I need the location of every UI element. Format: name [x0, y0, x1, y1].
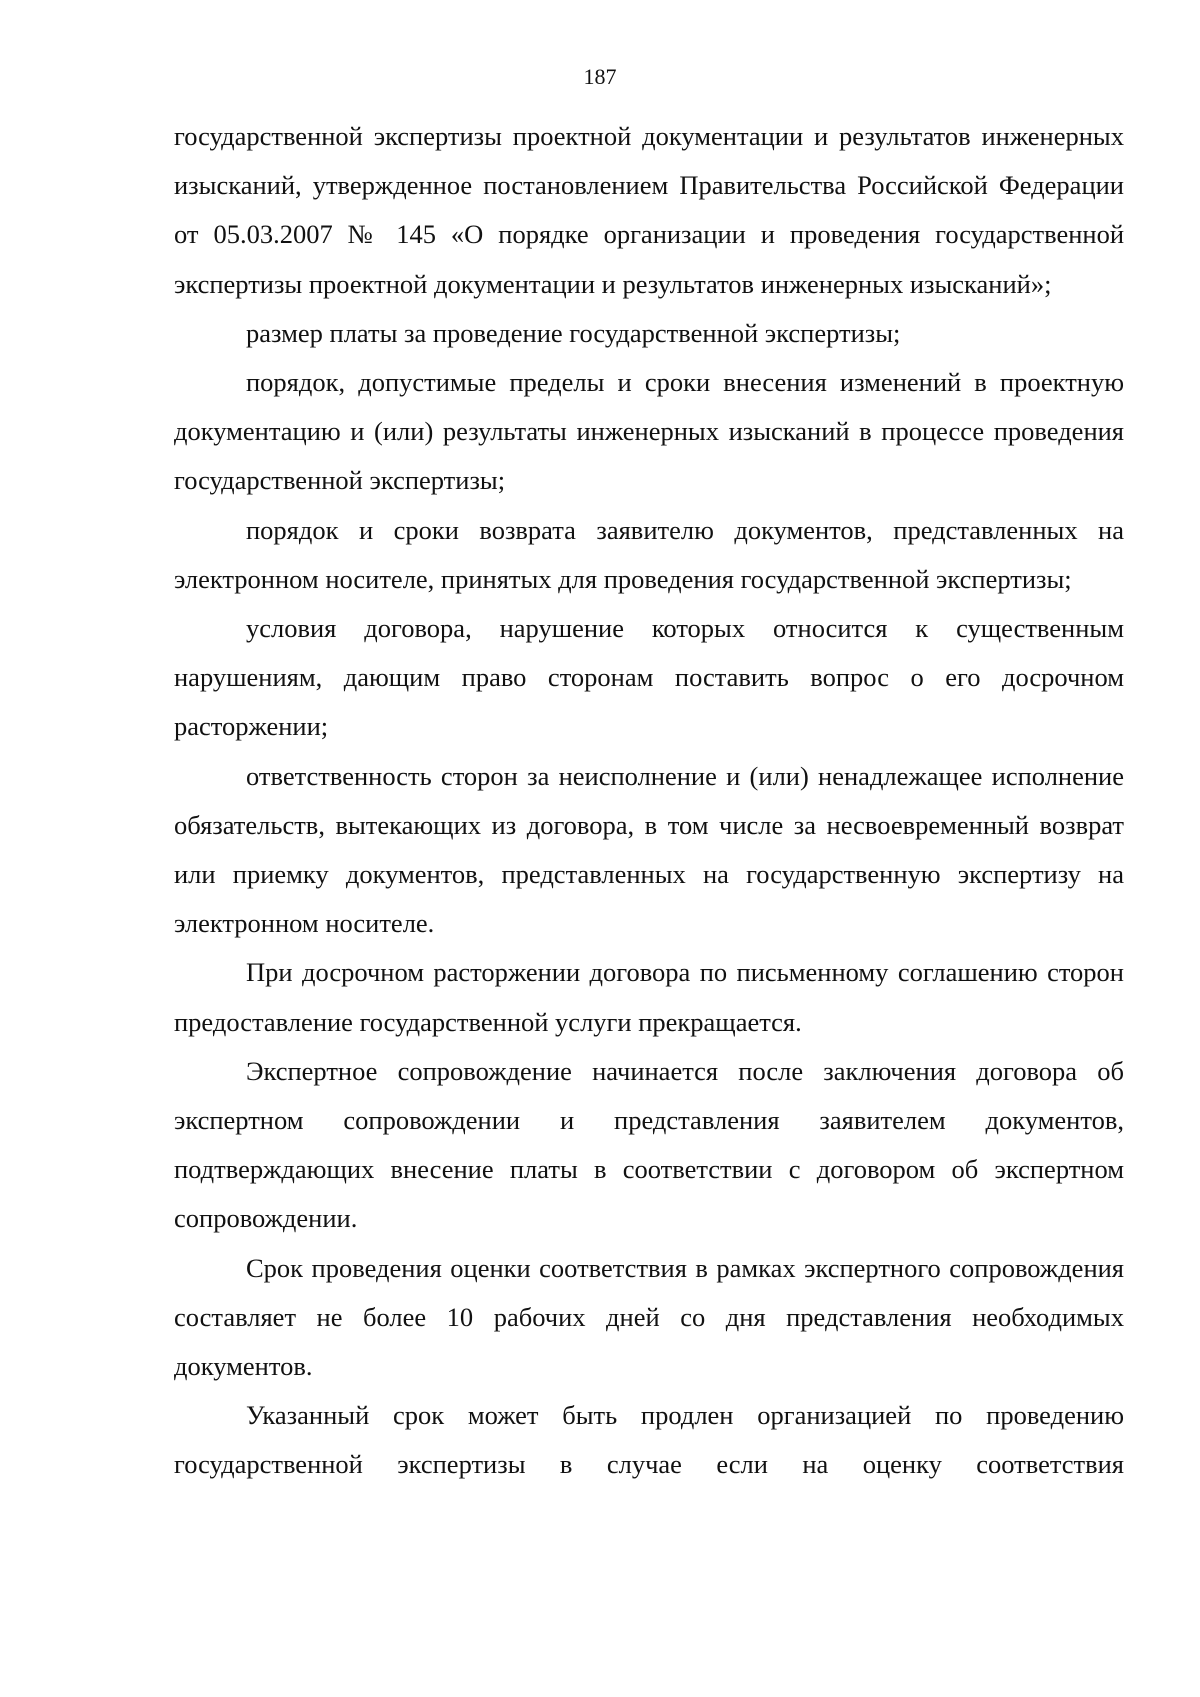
paragraph-early-termination: При досрочном расторжении договора по письменному соглашению сторон предоставление государственной услуги прекращается.	[174, 957, 1124, 1037]
paragraph-fee-size: размер платы за проведение государственной экспертизы;	[246, 317, 901, 348]
paragraph-term-extension: Указанный срок может быть продлен организацией по проведению государственной экспертизы в случае если на оценку соответствия	[174, 1400, 1124, 1480]
paragraph-expert-support-start: Экспертное сопровождение начинается после заключения договора об экспертном сопровождении и представления заявителем документов, подтверждающих внесение платы в соответствии с договором об экспертном сопровождении.	[174, 1055, 1124, 1234]
paragraph-liability: ответственность сторон за неисполнение и (или) ненадлежащее исполнение обязательств, вытекающих из договора, в том числе за несвоевременный возврат или приемку документов, представленных на государственную экспертизу на электронном носителе.	[174, 760, 1124, 939]
paragraph-changes-procedure: порядок, допустимые пределы и сроки внесения изменений в проектную документацию и (или) результаты инженерных изысканий в процессе проведения государственной экспертизы;	[174, 367, 1124, 496]
page-number: 187	[583, 64, 617, 89]
paragraph-documents-return: порядок и сроки возврата заявителю документов, представленных на электронном носителе, принятых для проведения государственной экспертизы;	[174, 514, 1124, 594]
paragraph-continuation: государственной экспертизы проектной документации и результатов инженерных изысканий, утвержденное постановлением Правительства Российской Федерации от 05.03.2007 № 145 «О порядке организации и проведения государственной экспертизы проектной документации и результатов инженерных изысканий»;	[174, 121, 1124, 299]
paragraph-assessment-term: Срок проведения оценки соответствия в рамках экспертного сопровождения составляет не более 10 рабочих дней со дня представления необходимых документов.	[174, 1252, 1124, 1382]
paragraph-contract-conditions: условия договора, нарушение которых относится к существенным нарушениям, дающим право сторонам поставить вопрос о его досрочном расторжении;	[174, 613, 1124, 742]
document-body	[174, 112, 1124, 1490]
